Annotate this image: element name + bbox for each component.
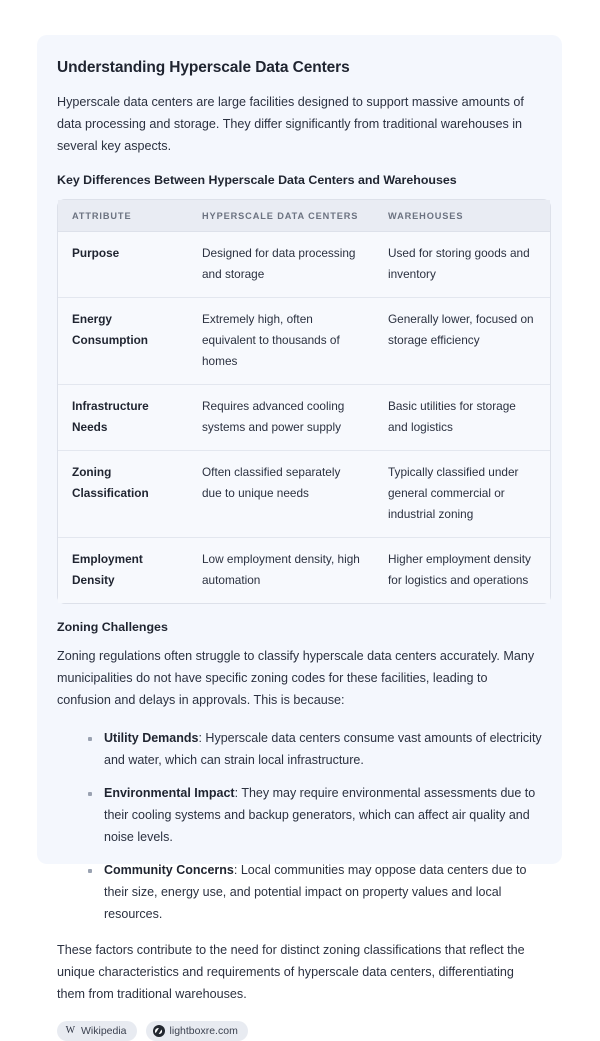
table-row <box>58 232 550 298</box>
lightboxre-icon <box>153 1025 165 1037</box>
bullet-dot-icon <box>88 792 92 796</box>
table-row <box>58 538 550 604</box>
bullet-dot-icon <box>88 869 92 873</box>
bullet-dot-icon <box>88 737 92 741</box>
zoning-paragraph: Zoning regulations often struggle to classify hyperscale data centers accurately. Many municipalities do not have specific zoning codes for these facilities, leading to confusion and delays in approvals. This is because: <box>57 649 535 707</box>
intro-paragraph: Hyperscale data centers are large facilities designed to support massive amounts of data processing and storage. They differ significantly from traditional warehouses in several key aspects. <box>57 95 524 153</box>
list-item-text: : Local communities may oppose data centers due to their size, energy use, and potential impact on property values and local resources. <box>104 863 527 921</box>
page-title: Understanding Hyperscale Data Centers <box>57 59 350 76</box>
cell-hyperscale: Extremely high, often equivalent to thousands of homes <box>188 298 374 385</box>
table-row <box>58 385 550 451</box>
cell-warehouses: Typically classified under general commercial or industrial zoning <box>374 451 550 538</box>
list-item-term: Utility Demands <box>104 731 199 745</box>
source-chip-label: lightboxre.com <box>169 1025 238 1037</box>
answer-card <box>37 35 562 1037</box>
zoning-challenges-heading: Zoning Challenges <box>57 620 168 634</box>
source-chip-lightboxre[interactable] <box>146 1021 248 1041</box>
cell-warehouses: Higher employment density for logistics and operations <box>374 538 550 604</box>
cell-hyperscale: Low employment density, high automation <box>188 538 374 604</box>
wikipedia-icon-mark: W <box>65 1025 75 1036</box>
cell-attribute: Purpose <box>58 232 188 298</box>
column-header-warehouses: WAREHOUSES <box>374 200 550 232</box>
list-item <box>57 782 542 848</box>
cell-warehouses: Basic utilities for storage and logistics <box>374 385 550 451</box>
table-body <box>58 232 550 604</box>
lightboxre-icon-glyph <box>153 1025 165 1037</box>
zoning-bullet-list <box>57 727 542 925</box>
list-item-term: Environmental Impact <box>104 786 235 800</box>
source-chip-wikipedia[interactable] <box>57 1021 137 1041</box>
cell-attribute: Employment Density <box>58 538 188 604</box>
table-row <box>58 451 550 538</box>
table-row <box>58 298 550 385</box>
closing-paragraph: These factors contribute to the need for distinct zoning classifications that reflect the unique characteristics and requirements of hyperscale data centers, differentiating them from traditional warehouses. <box>57 943 525 1001</box>
comparison-table-wrapper <box>57 199 551 604</box>
list-item <box>57 727 542 771</box>
comparison-table <box>58 200 550 603</box>
source-chip-label: Wikipedia <box>81 1025 127 1037</box>
wikipedia-icon <box>64 1025 76 1037</box>
column-header-hyperscale: HYPERSCALE DATA CENTERS <box>188 200 374 232</box>
cell-hyperscale: Often classified separately due to unique needs <box>188 451 374 538</box>
cell-attribute: Infrastructure Needs <box>58 385 188 451</box>
table-header <box>58 200 550 232</box>
cell-hyperscale: Designed for data processing and storage <box>188 232 374 298</box>
column-header-attribute: ATTRIBUTE <box>58 200 188 232</box>
cell-attribute: Zoning Classification <box>58 451 188 538</box>
cell-warehouses: Generally lower, focused on storage efficiency <box>374 298 550 385</box>
list-item-text: : They may require environmental assessments due to their cooling systems and backup generators, which can affect air quality and noise levels. <box>104 786 536 844</box>
cell-hyperscale: Requires advanced cooling systems and power supply <box>188 385 374 451</box>
list-item <box>57 859 542 925</box>
source-chip-list <box>57 1021 542 1041</box>
table-header-row <box>58 200 550 232</box>
list-item-text: : Hyperscale data centers consume vast amounts of electricity and water, which can strain local infrastructure. <box>104 731 542 767</box>
cell-warehouses: Used for storing goods and inventory <box>374 232 550 298</box>
cell-attribute: Energy Consumption <box>58 298 188 385</box>
list-item-term: Community Concerns <box>104 863 234 877</box>
table-heading: Key Differences Between Hyperscale Data Centers and Warehouses <box>57 173 457 187</box>
